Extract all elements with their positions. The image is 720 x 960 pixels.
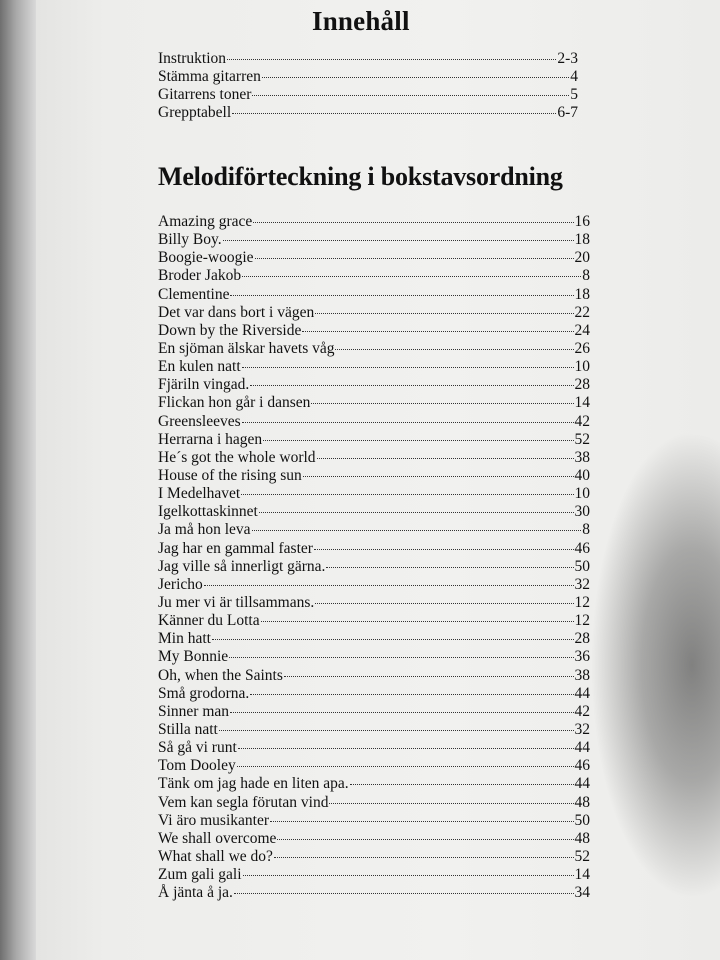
song-title: Små grodorna. <box>158 684 250 702</box>
dot-leader <box>252 95 569 96</box>
song-entry <box>158 249 590 267</box>
contents-entry <box>158 68 578 86</box>
dot-leader <box>253 222 573 223</box>
song-page: 26 <box>574 339 590 357</box>
entry-page: 4 <box>570 68 578 86</box>
index-heading: Melodiförteckning i bokstavsordning <box>158 162 563 191</box>
entry-page: 6-7 <box>557 104 578 122</box>
book-binding <box>0 0 36 960</box>
song-entry <box>158 848 590 866</box>
dot-leader <box>350 784 574 785</box>
dot-leader <box>250 694 573 695</box>
dot-leader <box>263 440 573 441</box>
song-page: 48 <box>574 829 590 847</box>
dot-leader <box>303 476 574 477</box>
song-page: 38 <box>574 448 590 466</box>
song-entry <box>158 431 590 449</box>
song-page: 10 <box>574 485 590 503</box>
song-title: Jag ville så innerligt gärna. <box>158 557 326 575</box>
song-title: Så gå vi runt <box>158 739 237 757</box>
dot-leader <box>311 403 573 404</box>
contents-entry <box>158 50 578 68</box>
song-page: 30 <box>574 503 590 521</box>
dot-leader <box>255 258 574 259</box>
song-title: Tänk om jag hade en liten apa. <box>158 775 349 793</box>
song-title: Broder Jakob <box>158 267 242 285</box>
song-entry <box>158 721 590 739</box>
dot-leader <box>314 549 574 550</box>
dot-leader <box>241 494 573 495</box>
song-entry <box>158 812 590 830</box>
dot-leader <box>230 712 573 713</box>
song-title: My Bonnie <box>158 648 229 666</box>
song-title: Ju mer vi är tillsammans. <box>158 593 315 611</box>
song-entry <box>158 685 590 703</box>
dot-leader <box>335 349 573 350</box>
song-entry <box>158 884 590 902</box>
song-page: 28 <box>574 376 590 394</box>
song-title: Boogie-woogie <box>158 249 254 267</box>
contents-list <box>158 50 578 123</box>
song-entry <box>158 231 590 249</box>
dot-leader <box>243 875 574 876</box>
song-entry <box>158 630 590 648</box>
dot-leader <box>284 676 574 677</box>
song-entry <box>158 576 590 594</box>
song-title: Jag har en gammal faster <box>158 539 313 557</box>
song-title: Down by the Riverside <box>158 321 302 339</box>
song-page: 50 <box>574 557 590 575</box>
entry-title: Grepptabell <box>158 104 232 122</box>
song-page: 44 <box>574 739 590 757</box>
song-page: 36 <box>574 648 590 666</box>
song-page: 18 <box>574 231 590 249</box>
song-page: 52 <box>574 430 590 448</box>
dot-leader <box>238 748 574 749</box>
song-page: 10 <box>574 358 590 376</box>
song-title: Jericho <box>158 575 203 593</box>
dot-leader <box>242 367 574 368</box>
song-page: 12 <box>574 612 590 630</box>
dot-leader <box>317 458 574 459</box>
song-page: 52 <box>574 847 590 865</box>
song-entry <box>158 286 590 304</box>
song-title: Det var dans bort i vägen <box>158 303 315 321</box>
song-title: We shall overcome <box>158 829 277 847</box>
song-entry <box>158 394 590 412</box>
contents-entry <box>158 104 578 122</box>
dot-leader <box>212 639 574 640</box>
song-title: Amazing grace <box>158 213 253 230</box>
song-title: I Medelhavet <box>158 485 241 503</box>
song-title: What shall we do? <box>158 847 273 865</box>
song-page: 8 <box>582 521 590 539</box>
dot-leader <box>329 803 573 804</box>
dot-leader <box>237 766 574 767</box>
song-page: 44 <box>574 684 590 702</box>
song-title: Igelkottaskinnet <box>158 503 258 521</box>
song-page: 12 <box>574 593 590 611</box>
song-entry <box>158 467 590 485</box>
song-title: House of the rising sun <box>158 466 302 484</box>
song-entry <box>158 376 590 394</box>
contents-entry <box>158 86 578 104</box>
song-entry <box>158 449 590 467</box>
song-title: Herrarna i hagen <box>158 430 263 448</box>
song-title: Vi äro musikanter <box>158 811 269 829</box>
song-page: 32 <box>574 720 590 738</box>
song-title: Stilla natt <box>158 720 218 738</box>
song-page: 20 <box>574 249 590 267</box>
dot-leader <box>326 567 573 568</box>
song-page: 42 <box>574 702 590 720</box>
song-index-list <box>158 213 590 902</box>
song-page: 48 <box>574 793 590 811</box>
song-page: 16 <box>574 213 590 230</box>
dot-leader <box>242 422 574 423</box>
song-title: En sjöman älskar havets våg <box>158 339 335 357</box>
dot-leader <box>234 893 574 894</box>
song-title: Min hatt <box>158 630 211 648</box>
dot-leader <box>219 730 574 731</box>
song-entry <box>158 413 590 431</box>
song-title: Å jänta å ja. <box>158 884 233 902</box>
song-entry <box>158 540 590 558</box>
hand-shadow <box>590 430 720 900</box>
dot-leader <box>315 313 573 314</box>
song-entry <box>158 667 590 685</box>
song-page: 44 <box>574 775 590 793</box>
entry-title: Instruktion <box>158 50 227 67</box>
dot-leader <box>315 603 573 604</box>
song-title: Vem kan segla förutan vind <box>158 793 329 811</box>
song-title: Zum gali gali <box>158 866 242 884</box>
song-entry <box>158 213 590 231</box>
song-page: 46 <box>574 539 590 557</box>
dot-leader <box>270 821 574 822</box>
song-entry <box>158 503 590 521</box>
song-title: Billy Boy. <box>158 231 222 249</box>
song-entry <box>158 757 590 775</box>
song-title: Clementine <box>158 285 230 303</box>
song-page: 24 <box>574 321 590 339</box>
song-page: 34 <box>574 884 590 902</box>
song-entry <box>158 358 590 376</box>
dot-leader <box>227 59 556 60</box>
song-title: Känner du Lotta <box>158 612 260 630</box>
dot-leader <box>259 512 574 513</box>
song-page: 46 <box>574 757 590 775</box>
book-page <box>36 0 720 960</box>
contents-heading: Innehåll <box>312 6 410 36</box>
song-page: 40 <box>574 466 590 484</box>
dot-leader <box>274 857 574 858</box>
song-title: Greensleeves <box>158 412 241 430</box>
song-entry <box>158 304 590 322</box>
song-title: Flickan hon går i dansen <box>158 394 311 412</box>
entry-page: 2-3 <box>557 50 578 67</box>
song-page: 18 <box>574 285 590 303</box>
dot-leader <box>261 621 574 622</box>
song-entry <box>158 775 590 793</box>
dot-leader <box>204 585 574 586</box>
song-title: He´s got the whole world <box>158 448 316 466</box>
song-title: En kulen natt <box>158 358 241 376</box>
song-page: 32 <box>574 575 590 593</box>
song-page: 50 <box>574 811 590 829</box>
song-page: 22 <box>574 303 590 321</box>
song-entry <box>158 794 590 812</box>
song-page: 14 <box>574 866 590 884</box>
song-page: 8 <box>582 267 590 285</box>
dot-leader <box>229 657 573 658</box>
song-page: 42 <box>574 412 590 430</box>
entry-title: Stämma gitarren <box>158 68 261 86</box>
dot-leader <box>230 295 573 296</box>
song-entry <box>158 594 590 612</box>
song-entry <box>158 612 590 630</box>
song-page: 14 <box>574 394 590 412</box>
song-title: Tom Dooley <box>158 757 236 775</box>
song-entry <box>158 739 590 757</box>
song-entry <box>158 322 590 340</box>
song-page: 38 <box>574 666 590 684</box>
entry-title: Gitarrens toner <box>158 86 252 104</box>
song-title: Sinner man <box>158 702 230 720</box>
dot-leader <box>250 385 573 386</box>
song-entry <box>158 866 590 884</box>
dot-leader <box>302 331 573 332</box>
song-entry <box>158 267 590 285</box>
dot-leader <box>242 276 581 277</box>
entry-page: 5 <box>570 86 578 104</box>
dot-leader <box>232 113 556 114</box>
dot-leader <box>223 240 574 241</box>
dot-leader <box>252 530 582 531</box>
song-title: Oh, when the Saints <box>158 666 283 684</box>
dot-leader <box>262 77 569 78</box>
dot-leader <box>277 839 573 840</box>
song-entry <box>158 485 590 503</box>
song-page: 28 <box>574 630 590 648</box>
song-entry <box>158 830 590 848</box>
song-entry <box>158 521 590 539</box>
song-entry <box>158 558 590 576</box>
song-entry <box>158 703 590 721</box>
song-entry <box>158 340 590 358</box>
song-entry <box>158 648 590 666</box>
song-title: Ja må hon leva <box>158 521 251 539</box>
song-title: Fjäriln vingad. <box>158 376 250 394</box>
